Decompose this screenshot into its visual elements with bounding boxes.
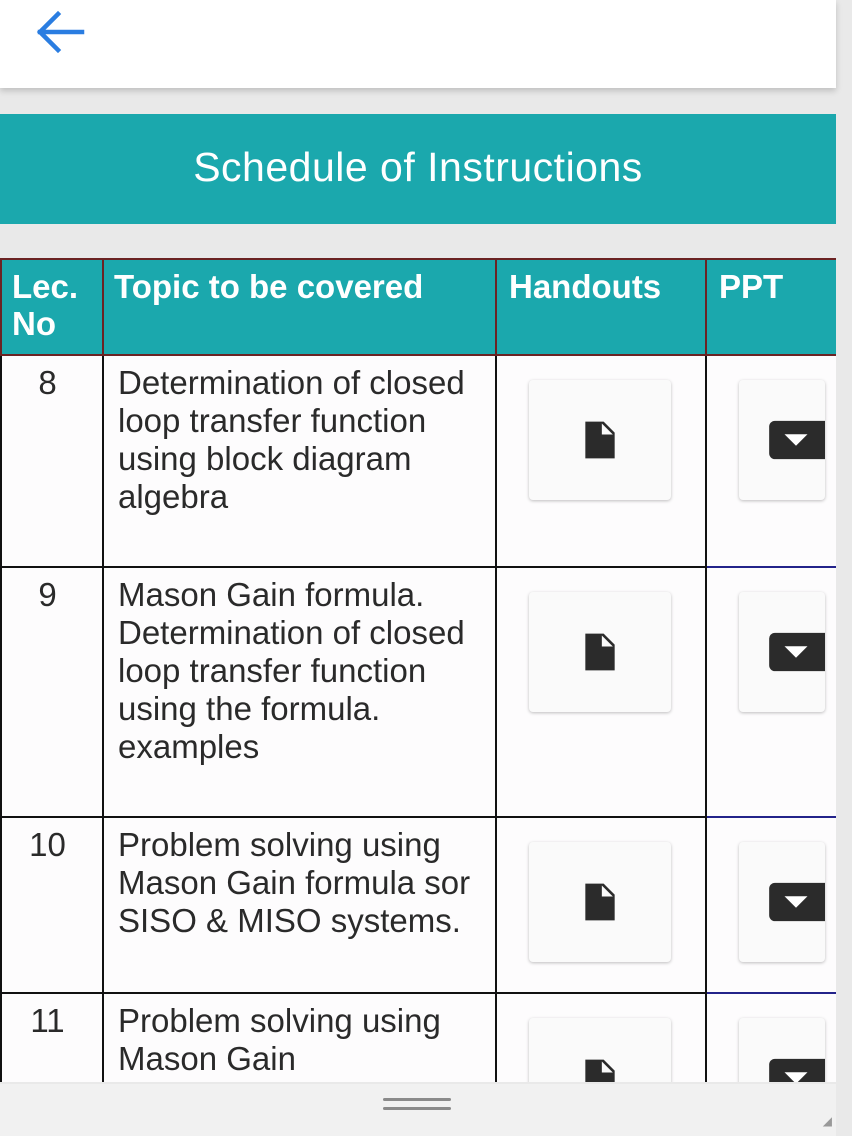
schedule-table [0,258,836,1082]
header-ppt: PPT [706,259,836,355]
topic-text: Mason Gain formula. Determination of closed loop transfer function using the formula. examples [103,567,496,817]
lecture-number: 10 [1,817,103,993]
resize-corner-icon: ◢ [822,1114,832,1128]
lecture-number: 8 [1,355,103,567]
title-banner [0,114,836,224]
ppt-download-button[interactable] [739,380,825,500]
page-title: Schedule of Instructions [193,143,643,190]
arrow-left-icon [24,6,96,58]
schedule-table-container [0,258,836,1082]
topic-text: Determination of closed loop transfer function using block diagram algebra [103,355,496,567]
header-handouts: Handouts [496,259,706,355]
handout-button[interactable] [529,842,671,962]
topic-text: Problem solving using Mason Gain formula sor SISO & MISO systems. [103,817,496,993]
topic-text: Problem solving using Mason Gain [103,993,496,1082]
download-box-icon [767,1055,825,1082]
handout-button[interactable] [529,1018,671,1082]
file-icon [578,417,622,463]
download-box-icon [767,629,825,675]
drag-handle[interactable] [383,1098,451,1114]
ppt-download-button[interactable] [739,1018,825,1082]
file-icon [578,879,622,925]
handout-button[interactable] [529,592,671,712]
back-button[interactable] [24,6,96,58]
download-box-icon [767,417,825,463]
lecture-number: 11 [1,993,103,1082]
header-topic: Topic to be covered [103,259,496,355]
file-icon [578,629,622,675]
header-lec-no: Lec. No [1,259,103,355]
handout-button[interactable] [529,380,671,500]
ppt-download-button[interactable] [739,592,825,712]
table-header-row [1,259,836,355]
lecture-number: 9 [1,567,103,817]
table-row [1,817,836,993]
app-bar [0,0,836,88]
table-row [1,993,836,1082]
table-row [1,567,836,817]
ppt-download-button[interactable] [739,842,825,962]
bottom-sheet-bar [0,1084,836,1136]
file-icon [578,1055,622,1082]
table-row [1,355,836,567]
download-box-icon [767,879,825,925]
